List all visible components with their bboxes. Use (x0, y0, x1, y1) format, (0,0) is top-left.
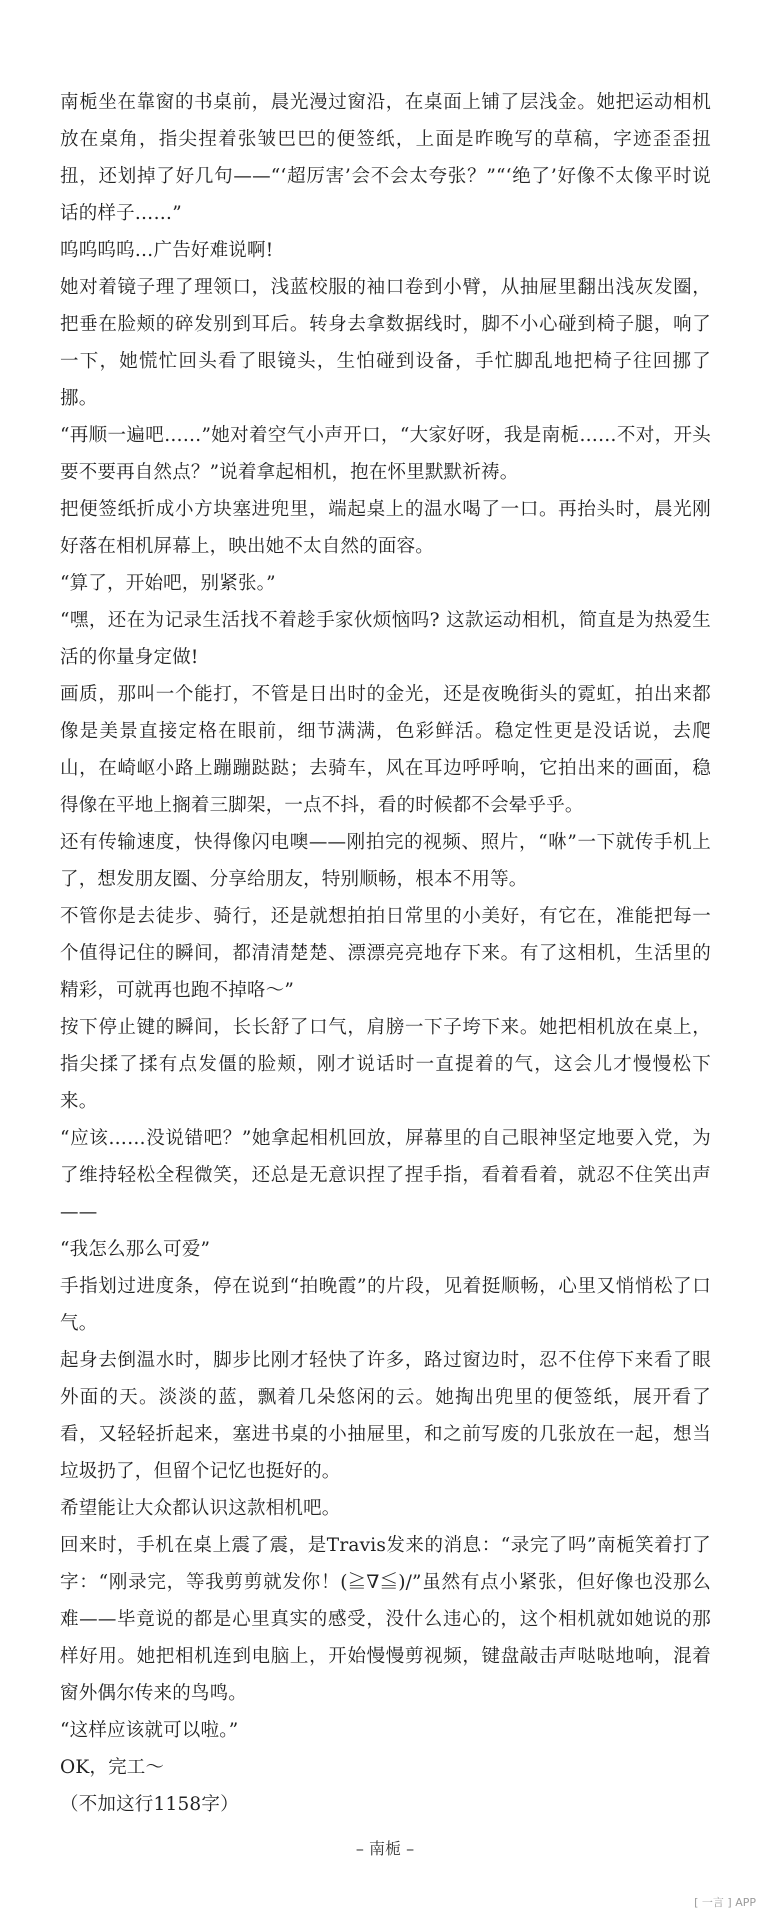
author-signature: – 南栀 – (355, 1839, 415, 1858)
paragraph: “我怎么那么可爱” (60, 1239, 211, 1260)
paragraph: “算了，开始吧，别紧张。” (60, 573, 276, 594)
paragraph: 把便签纸折成小方块塞进兜里，端起桌上的温水喝了一口。再抬头时，晨光刚好落在相机屏幕上，映出她不太自然的面容。 (60, 499, 711, 557)
paragraph: 还有传输速度，快得像闪电噢——刚拍完的视频、照片，“咻”一下就传手机上了，想发朋友圈、分享给朋友，特别顺畅，根本不用等。 (60, 832, 711, 890)
paragraph: 她对着镜子理了理领口，浅蓝校服的袖口卷到小臂，从抽屉里翻出浅灰发圈，把垂在脸颊的碎发别到耳后。转身去拿数据线时，脚不小心碰到椅子腿，响了一下，她慌忙回头看了眼镜头，生怕碰到设备，手忙脚乱地把椅子往回挪了挪。 (60, 277, 711, 409)
paragraph: OK，完工～ (60, 1757, 165, 1778)
paragraph: 不管你是去徒步、骑行，还是就想拍拍日常里的小美好，有它在，准能把每一个值得记住的瞬间，都清清楚楚、漂漂亮亮地存下来。有了这相机，生活里的精彩，可就再也跑不掉咯～” (60, 906, 711, 1001)
paragraph: “再顺一遍吧……”她对着空气小声开口，“大家好呀，我是南栀……不对，开头要不要再自然点？”说着拿起相机，抱在怀里默默祈祷。 (60, 425, 711, 483)
article-body (60, 84, 711, 1823)
paragraph: 起身去倒温水时，脚步比刚才轻快了许多，路过窗边时，忍不住停下来看了眼外面的天。淡淡的蓝，飘着几朵悠闲的云。她掏出兜里的便签纸，展开看了看，又轻轻折起来，塞进书桌的小抽屉里，和之前写废的几张放在一起，想当垃圾扔了，但留个记忆也挺好的。 (60, 1350, 711, 1482)
paragraph: “嘿，还在为记录生活找不着趁手家伙烦恼吗? 这款运动相机，简直是为热爱生活的你量身定做! (60, 610, 711, 668)
paragraph: 回来时，手机在桌上震了震，是Travis发来的消息：“录完了吗”南栀笑着打了字：“刚录完，等我剪剪就发你！(≧∇≦)/”虽然有点小紧张，但好像也没那么难——毕竟说的都是心里真实的感受，没什么违心的，这个相机就如她说的那样好用。她把相机连到电脑上，开始慢慢剪视频，键盘敲击声哒哒地响，混着窗外偶尔传来的鸟鸣。 (60, 1535, 711, 1704)
paragraph: “应该……没说错吧？”她拿起相机回放，屏幕里的自己眼神坚定地要入党，为了维持轻松全程微笑，还总是无意识捏了捏手指，看着看着，就忍不住笑出声—— (60, 1128, 711, 1223)
paragraph: 呜呜呜呜…广告好难说啊! (60, 240, 274, 261)
paragraph: 手指划过进度条，停在说到“拍晚霞”的片段，见着挺顺畅，心里又悄悄松了口气。 (60, 1276, 711, 1334)
paragraph: “这样应该就可以啦。” (60, 1720, 239, 1741)
paragraph: 南栀坐在靠窗的书桌前，晨光漫过窗沿，在桌面上铺了层浅金。她把运动相机放在桌角，指尖捏着张皱巴巴的便签纸，上面是昨晚写的草稿，字迹歪歪扭扭，还划掉了好几句——“‘超厉害’会不会太夸张？”“‘绝了’好像不太像平时说话的样子……” (60, 92, 711, 224)
paragraph: 画质，那叫一个能打，不管是日出时的金光，还是夜晚街头的霓虹，拍出来都像是美景直接定格在眼前，细节满满，色彩鲜活。稳定性更是没话说，去爬山，在崎岖小路上蹦蹦跶跶；去骑车，风在耳边呼呼响，它拍出来的画面，稳得像在平地上搁着三脚架，一点不抖，看的时候都不会晕乎乎。 (60, 684, 711, 816)
paragraph: （不加这行1158字） (60, 1794, 239, 1815)
app-brand-label: [ 一言 ] APP (694, 1896, 756, 1909)
paragraph: 希望能让大众都认识这款相机吧。 (60, 1498, 341, 1519)
paragraph: 按下停止键的瞬间，长长舒了口气，肩膀一下子垮下来。她把相机放在桌上，指尖揉了揉有点发僵的脸颊，刚才说话时一直提着的气，这会儿才慢慢松下来。 (60, 1017, 711, 1112)
